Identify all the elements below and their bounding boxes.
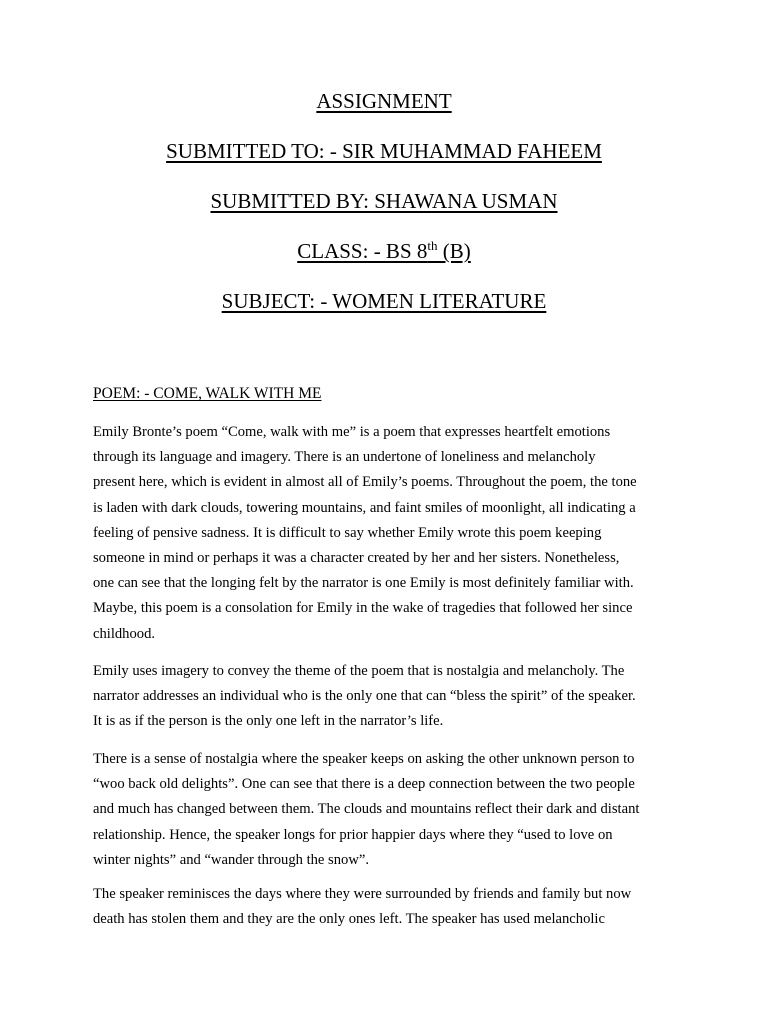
text-line: “woo back old delights”. One can see that there is a deep connection between the two people (93, 776, 635, 793)
text-line: Maybe, this poem is a consolation for Emily in the wake of tragedies that followed her since (93, 600, 633, 617)
text-line: is laden with dark clouds, towering mountains, and faint smiles of moonlight, all indicating a (93, 499, 636, 516)
class-heading (0, 239, 768, 263)
paragraph-2 (93, 659, 683, 735)
text-line: There is a sense of nostalgia where the speaker keeps on asking the other unknown person to (93, 751, 635, 767)
class-suffix: (B) (437, 239, 471, 263)
submitted-by-heading: SUBMITTED BY: SHAWANA USMAN (210, 189, 558, 213)
text-line: relationship. Hence, the speaker longs for prior happier days where they “used to love on (93, 826, 613, 843)
text-line: and much has changed between them. The clouds and mountains reflect their dark and distant (93, 801, 640, 818)
assignment-heading: ASSIGNMENT (316, 89, 452, 113)
text-line: one can see that the longing felt by the narrator is one Emily is most definitely familiar with. (93, 575, 634, 592)
text-line: death has stolen them and they are the only ones left. The speaker has used melancholic (93, 911, 605, 928)
poem-section-title: POEM: - COME, WALK WITH ME (93, 385, 322, 402)
class-prefix: CLASS: - BS 8 (297, 239, 428, 263)
text-line: feeling of pensive sadness. It is difficult to say whether Emily wrote this poem keeping (93, 524, 602, 541)
text-line: narrator addresses an individual who is the only one that can “bless the spirit” of the speaker. (93, 688, 636, 705)
text-line: someone in mind or perhaps it was a character created by her and her sisters. Nonetheless, (93, 550, 620, 567)
class-superscript: th (427, 238, 438, 253)
submitted-to-heading: SUBMITTED TO: - SIR MUHAMMAD FAHEEM (166, 139, 602, 163)
text-line: present here, which is evident in almost all of Emily’s poems. Throughout the poem, the tone (93, 474, 637, 491)
text-line: winter nights” and “wander through the snow”. (93, 851, 369, 868)
paragraph-3 (93, 747, 683, 873)
subject-heading: SUBJECT: - WOMEN LITERATURE (221, 289, 547, 313)
text-line: Emily Bronte’s poem “Come, walk with me” is a poem that expresses heartfelt emotions (93, 424, 611, 440)
text-line: The speaker reminisces the days where they were surrounded by friends and family but now (93, 886, 632, 902)
paragraph-4 (93, 882, 683, 932)
paragraph-1 (93, 420, 683, 647)
text-line: childhood. (93, 625, 156, 642)
text-line: It is as if the person is the only one left in the narrator’s life. (93, 713, 444, 730)
text-line: through its language and imagery. There is an undertone of loneliness and melancholy (93, 449, 596, 466)
text-line: Emily uses imagery to convey the theme of the poem that is nostalgia and melancholy. The (93, 663, 625, 679)
